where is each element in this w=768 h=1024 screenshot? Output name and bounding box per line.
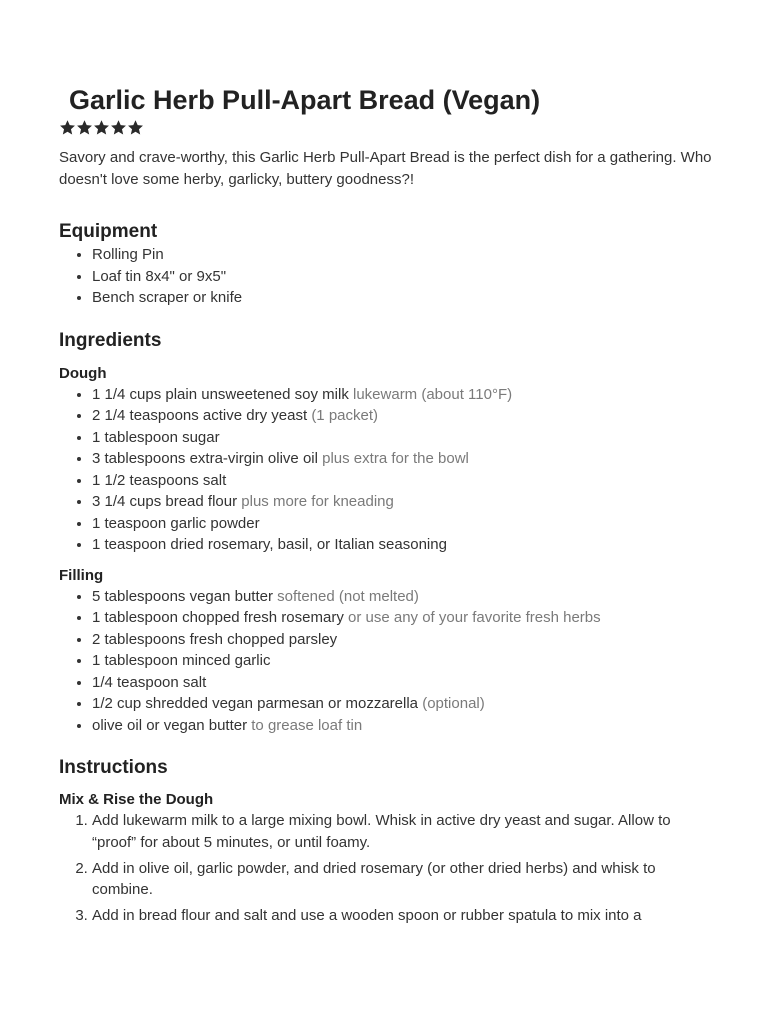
ingredient-text: 2 tablespoons fresh chopped parsley	[92, 630, 338, 648]
instruction-step: 2. Add in olive oil, garlic powder, and dried rosemary (or other dried herbs) and whisk to combine.	[92, 858, 716, 901]
ingredient-text: 1/4 teaspoon salt	[92, 673, 207, 691]
equipment-heading: Equipment	[59, 221, 158, 242]
ingredient-item	[92, 650, 716, 672]
ingredient-text: 1 1/4 cups plain unsweetened soy milk	[92, 385, 349, 403]
ingredient-text: 5 tablespoons vegan butter	[92, 587, 273, 605]
ingredient-item	[92, 693, 716, 715]
ingredients-heading: Ingredients	[59, 329, 162, 351]
dough-group	[59, 364, 716, 556]
ingredient-item	[92, 534, 716, 556]
ingredient-text: 1 teaspoon garlic powder	[92, 514, 260, 532]
equipment-section	[59, 220, 716, 309]
ingredient-text: 1/2 cup shredded vegan parmesan or mozzarella	[92, 695, 419, 712]
ingredient-text: 1 tablespoon sugar	[92, 428, 220, 446]
ingredient-text: olive oil or vegan butter	[92, 716, 248, 734]
ingredient-item	[92, 491, 716, 513]
ingredient-text: 3 1/4 cups bread flour	[92, 493, 238, 510]
ingredient-note: softened (not melted)	[277, 587, 419, 605]
ingredient-note: (optional)	[422, 695, 485, 712]
ingredient-note: plus extra for the bowl	[322, 450, 469, 467]
ingredient-item	[92, 405, 716, 427]
ingredients-section	[59, 329, 716, 737]
instruction-steps	[59, 810, 716, 927]
filling-group	[59, 566, 716, 737]
ingredient-note: (1 packet)	[311, 407, 379, 424]
ingredient-item	[92, 427, 716, 449]
recipe-summary: Savory and crave-worthy, this Garlic Herb Pull-Apart Bread is the perfect dish for a gathering. Who doesn't love some herby, garlicky, buttery goodness?!	[59, 149, 712, 188]
mix-rise-heading: Mix & Rise the Dough	[59, 791, 214, 808]
filling-ingredient-list	[59, 586, 716, 737]
instructions-section	[59, 756, 716, 927]
ingredient-item	[92, 470, 716, 492]
ingredient-text: 1 1/2 teaspoons salt	[92, 471, 227, 489]
star-icon	[76, 119, 93, 136]
ingredient-item	[92, 448, 716, 470]
ingredient-item	[92, 384, 716, 406]
instructions-heading: Instructions	[59, 757, 168, 778]
ingredient-text: 1 teaspoon dried rosemary, basil, or Italian seasoning	[92, 536, 447, 553]
star-icon	[110, 119, 127, 136]
ingredient-note: lukewarm (about 110°F)	[353, 385, 513, 403]
ingredient-item	[92, 513, 716, 535]
star-icon	[59, 119, 76, 136]
ingredient-item	[92, 715, 716, 737]
equipment-item: • Bench scraper or knife	[92, 287, 716, 309]
rating-stars	[59, 119, 716, 141]
mix-rise-group	[59, 790, 716, 927]
dough-ingredient-list	[59, 384, 716, 556]
ingredient-text: 2 1/4 teaspoons active dry yeast	[92, 407, 308, 424]
filling-heading: Filling	[59, 566, 104, 584]
star-icon	[127, 119, 144, 136]
ingredient-item	[92, 586, 716, 608]
equipment-item: • Loaf tin 8x4" or 9x5"	[92, 266, 716, 288]
ingredient-item	[92, 607, 716, 629]
instruction-step: 3. Add in bread flour and salt and use a wooden spoon or rubber spatula to mix into a	[92, 905, 716, 927]
ingredient-text: 3 tablespoons extra-virgin olive oil	[92, 450, 318, 467]
recipe-title: Garlic Herb Pull-Apart Bread (Vegan)	[69, 85, 541, 115]
ingredient-item	[92, 672, 716, 694]
ingredient-item	[92, 629, 716, 651]
dough-heading: Dough	[59, 364, 107, 382]
ingredient-note: to grease loaf tin	[251, 716, 363, 734]
ingredient-note: or use any of your favorite fresh herbs	[348, 609, 601, 626]
ingredient-note: plus more for kneading	[241, 493, 394, 510]
equipment-item: • Rolling Pin	[92, 244, 716, 266]
star-icon	[93, 119, 110, 136]
ingredient-text: 1 tablespoon minced garlic	[92, 652, 271, 669]
ingredient-text: 1 tablespoon chopped fresh rosemary	[92, 609, 344, 626]
instruction-step: 1. Add lukewarm milk to a large mixing bowl. Whisk in active dry yeast and sugar. Allow to “proof” for about 5 minutes, or until foamy.	[92, 810, 716, 853]
equipment-list	[59, 244, 716, 309]
